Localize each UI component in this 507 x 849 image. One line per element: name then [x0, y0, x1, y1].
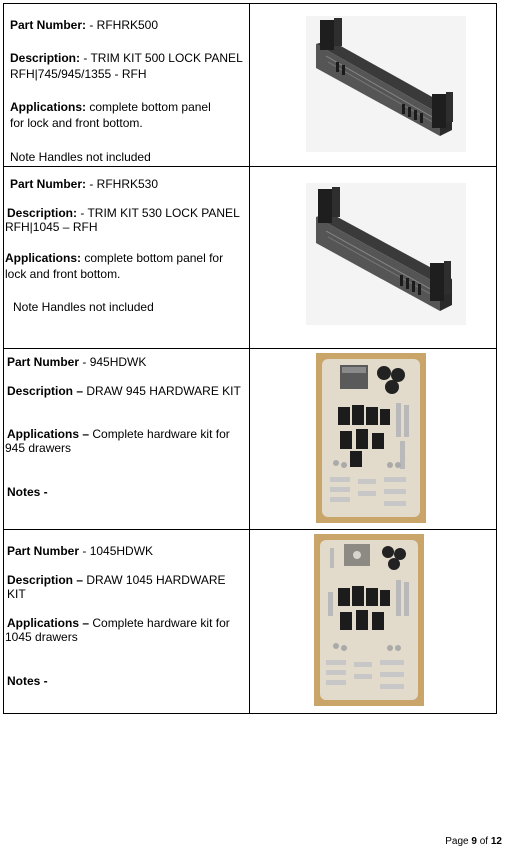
- part-number-value: - 1045HDWK: [79, 544, 154, 558]
- part-image-cell: [250, 530, 497, 714]
- description-line: [7, 573, 245, 601]
- applications-label: Applications –: [7, 616, 90, 630]
- applications-value: complete bottom panel for: [81, 251, 224, 265]
- applications-line: [5, 251, 245, 265]
- applications-value: Complete hardware kit for: [89, 616, 230, 630]
- hardware-kit-1045-photo-icon: [314, 534, 424, 706]
- description-line: [10, 51, 245, 65]
- part-info-cell: [4, 349, 250, 530]
- hardware-kit-945-photo-icon: [316, 353, 426, 523]
- part-number-label: Part Number:: [10, 177, 87, 191]
- table-row: [4, 4, 497, 167]
- page-total: 12: [490, 836, 502, 847]
- applications-line-2: lock and front bottom.: [5, 267, 121, 281]
- part-number-label: Part Number:: [10, 18, 87, 32]
- page-prefix: Page: [445, 836, 472, 847]
- parts-table: [3, 3, 497, 714]
- part-number-label: Part Number: [7, 544, 80, 558]
- applications-line: [10, 100, 245, 114]
- notes-label: Notes -: [7, 674, 48, 688]
- part-number-line: [7, 544, 245, 558]
- notes-line: [7, 674, 245, 688]
- description-value: - TRIM KIT 530 LOCK PANEL: [77, 206, 240, 220]
- notes-label: Notes -: [7, 485, 48, 499]
- description-value: DRAW 1045 HARDWARE KIT: [7, 573, 226, 601]
- applications-line-2: 1045 drawers: [5, 630, 78, 644]
- part-image-cell: [250, 167, 497, 349]
- part-number-value: - RFHRK500: [86, 18, 159, 32]
- applications-label: Applications:: [10, 100, 87, 114]
- part-info-cell: [4, 4, 250, 167]
- applications-label: Applications –: [7, 427, 90, 441]
- page-of: of: [476, 836, 491, 847]
- notes-line: [7, 485, 245, 499]
- description-label: Description –: [7, 384, 84, 398]
- part-number-value: - 945HDWK: [79, 355, 147, 369]
- page-number: [445, 836, 502, 847]
- part-image-cell: [250, 349, 497, 530]
- note-line: Note Handles not included: [13, 300, 154, 314]
- description-label: Description:: [7, 206, 78, 220]
- description-line-2: RFH|1045 – RFH: [5, 220, 98, 234]
- description-label: Description:: [10, 51, 81, 65]
- description-label: Description –: [7, 573, 84, 587]
- applications-label: Applications:: [5, 251, 82, 265]
- part-number-label: Part Number: [7, 355, 80, 369]
- part-number-line: [7, 355, 245, 369]
- part-number-line: [10, 177, 245, 191]
- table-row: [4, 349, 497, 530]
- description-line: [7, 206, 245, 220]
- part-number-line: [10, 18, 245, 32]
- description-value: - TRIM KIT 500 LOCK PANEL: [80, 51, 243, 65]
- note-line: Note Handles not included: [10, 150, 151, 164]
- table-row: [4, 530, 497, 714]
- description-line-2: RFH|745/945/1355 - RFH: [10, 67, 147, 81]
- description-line: [7, 384, 245, 398]
- trim-kit-500-lock-panel-render-icon: [306, 16, 466, 152]
- description-value: DRAW 945 HARDWARE KIT: [83, 384, 241, 398]
- table-row: [4, 167, 497, 349]
- part-info-cell: [4, 530, 250, 714]
- applications-line-2: for lock and front bottom.: [10, 116, 143, 130]
- part-image-cell: [250, 4, 497, 167]
- applications-line: [7, 616, 245, 630]
- applications-line-2: 945 drawers: [5, 441, 72, 455]
- part-info-cell: [4, 167, 250, 349]
- page-current: 9: [471, 836, 477, 847]
- part-number-value: - RFHRK530: [86, 177, 159, 191]
- applications-value: complete bottom panel: [86, 100, 211, 114]
- trim-kit-530-lock-panel-render-icon: [306, 183, 466, 325]
- applications-line: [7, 427, 245, 441]
- applications-value: Complete hardware kit for: [89, 427, 230, 441]
